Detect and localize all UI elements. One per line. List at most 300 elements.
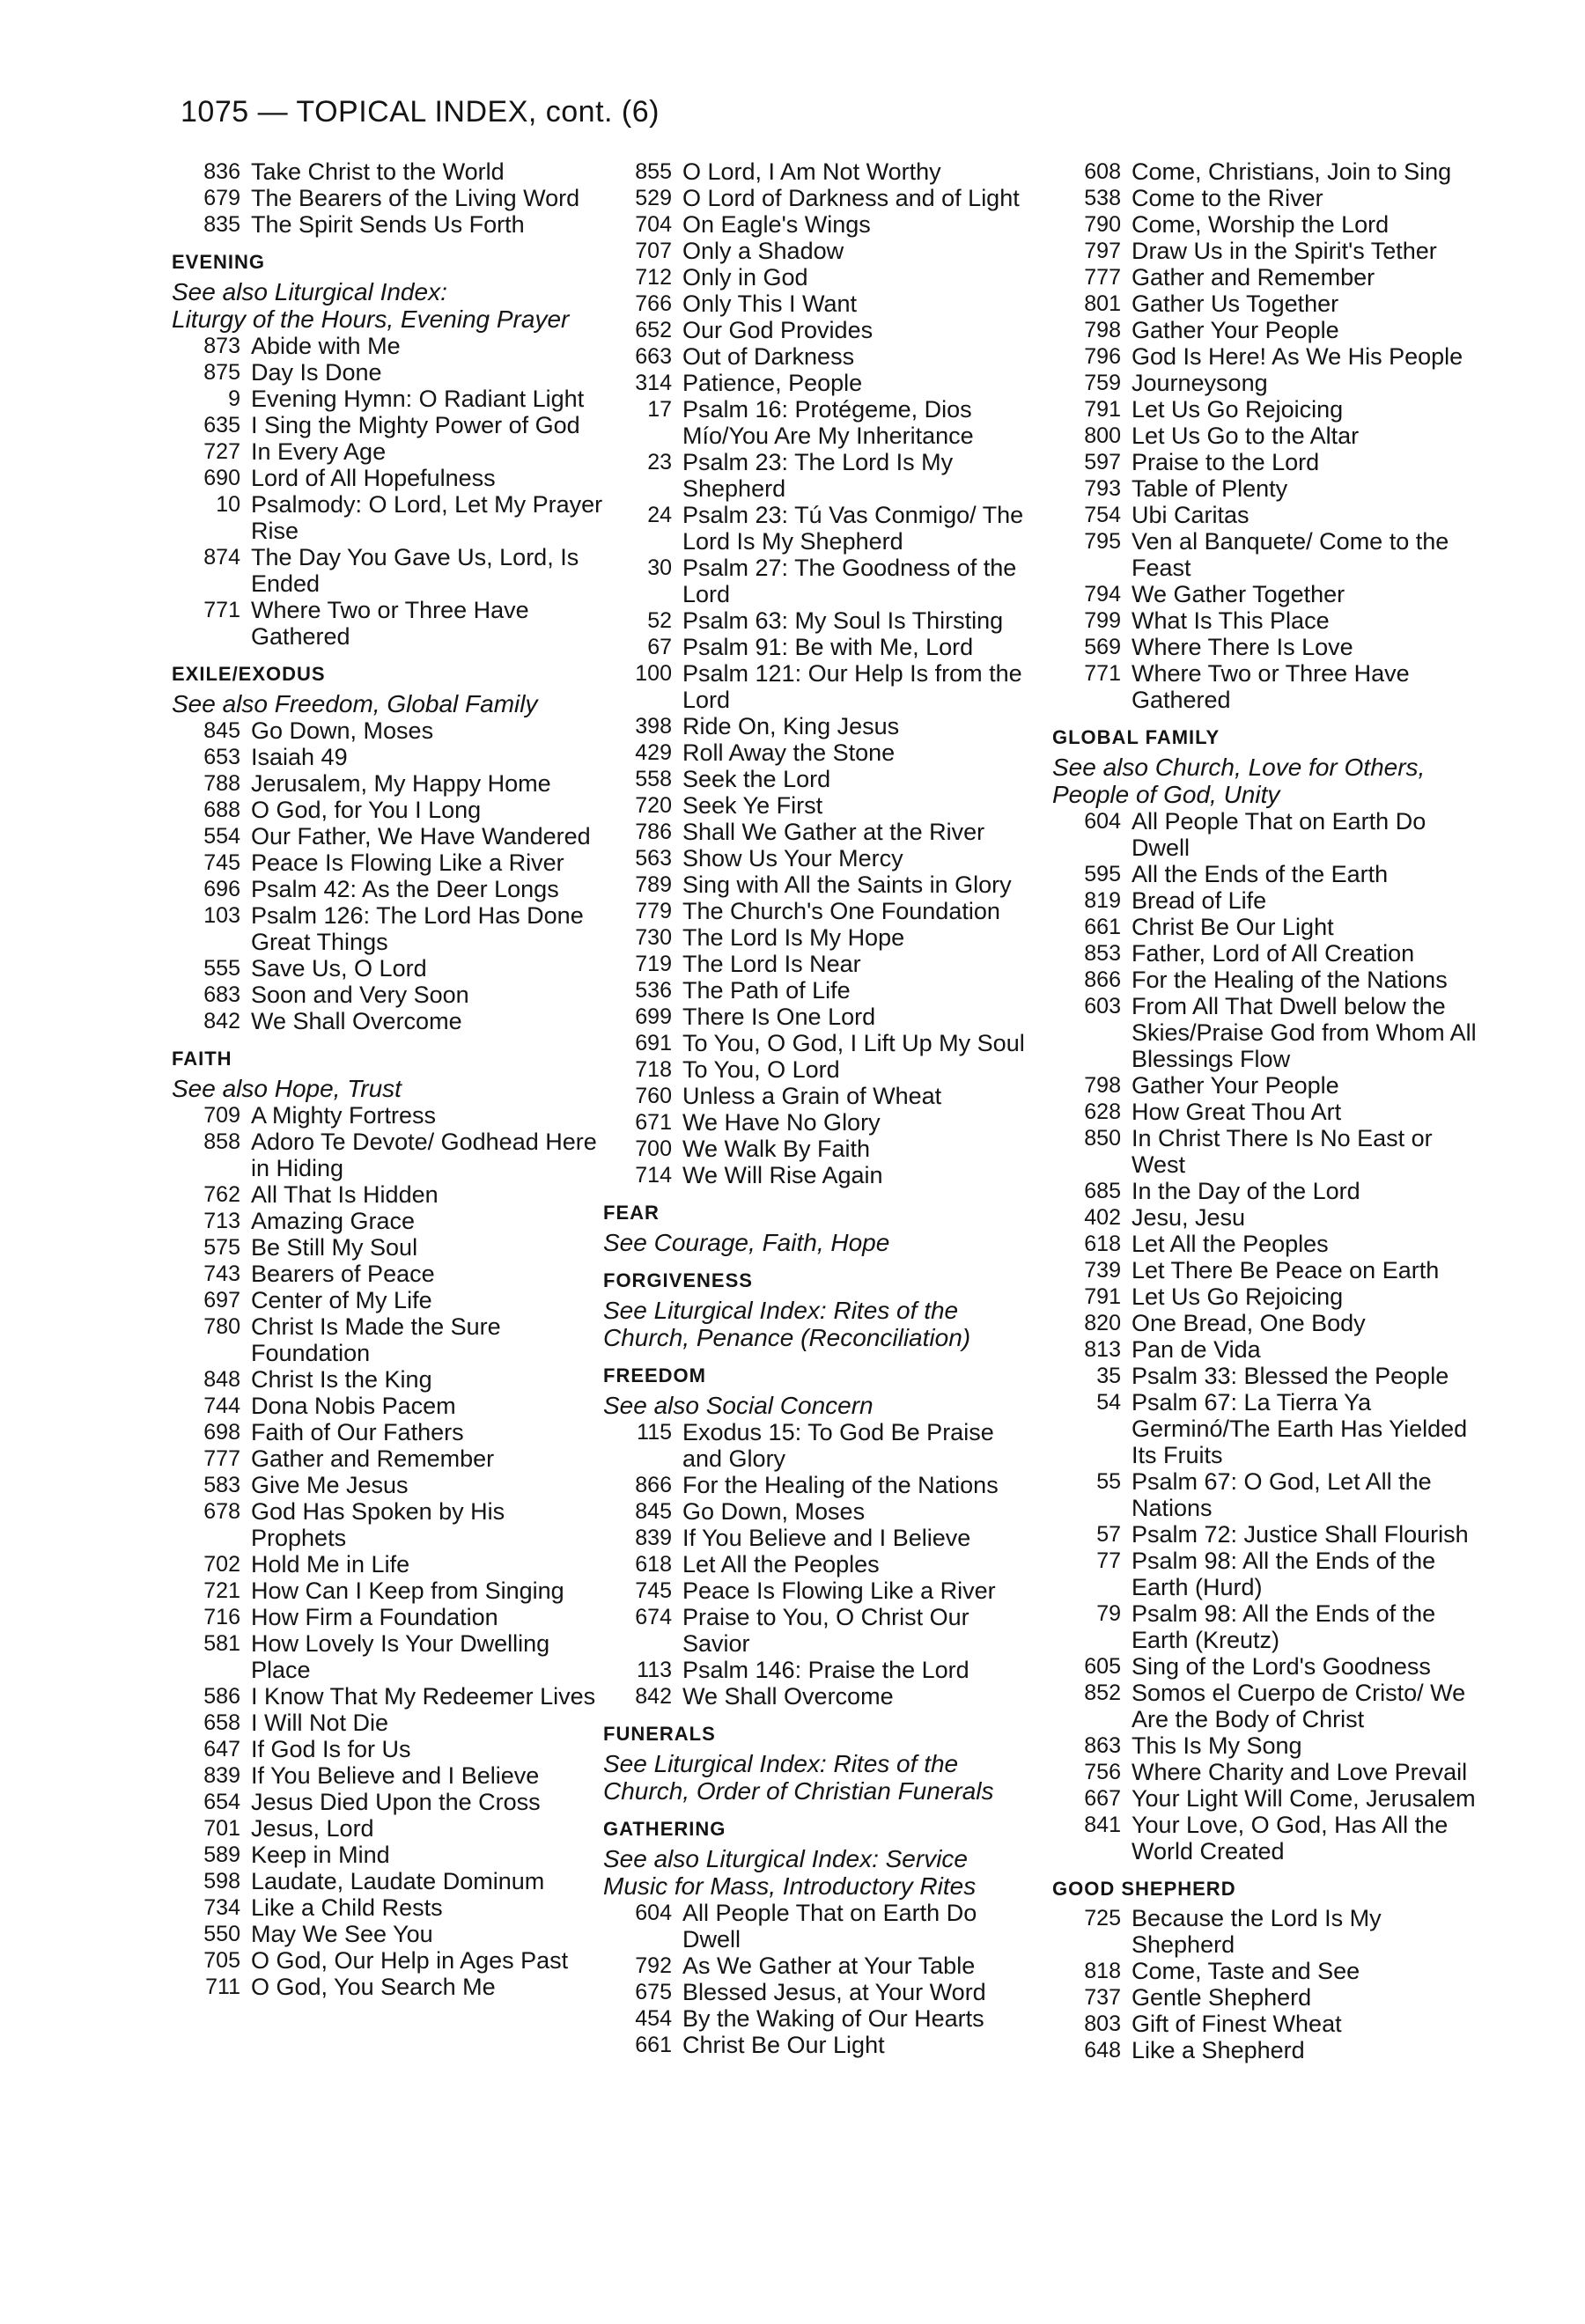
section-heading: GOOD SHEPHERD bbox=[1052, 1878, 1236, 1900]
hymn-title: Christ Is the King bbox=[251, 1366, 432, 1393]
index-entry bbox=[172, 717, 612, 744]
hymn-number: 820 bbox=[1084, 1311, 1121, 1335]
hymn-number: 780 bbox=[203, 1314, 240, 1339]
index-entry bbox=[1052, 967, 1493, 993]
hymn-number: 813 bbox=[1084, 1337, 1121, 1362]
hymn-title: Psalm 42: As the Deer Longs bbox=[251, 876, 559, 902]
hymn-number: 100 bbox=[635, 661, 672, 686]
hymn-number: 863 bbox=[1084, 1733, 1121, 1758]
hymn-number: 698 bbox=[203, 1420, 240, 1445]
index-entry bbox=[172, 1762, 612, 1789]
index-entry bbox=[1052, 914, 1493, 940]
hymn-title: Let All the Peoples bbox=[682, 1551, 880, 1578]
index-entry bbox=[1052, 1468, 1493, 1521]
hymn-title: Out of Darkness bbox=[682, 343, 855, 370]
hymn-number: 759 bbox=[1084, 371, 1121, 395]
hymn-number: 702 bbox=[203, 1552, 240, 1577]
index-entry bbox=[1052, 211, 1493, 238]
hymn-title: Go Down, Moses bbox=[251, 717, 434, 744]
index-entry bbox=[1052, 290, 1493, 317]
index-entry bbox=[172, 1445, 612, 1472]
index-entry bbox=[1052, 502, 1493, 528]
hymn-title: I Know That My Redeemer Lives bbox=[251, 1683, 596, 1710]
index-entry bbox=[172, 1683, 612, 1710]
hymn-title: Faith of Our Fathers bbox=[251, 1419, 464, 1445]
hymn-title: Let All the Peoples bbox=[1132, 1231, 1329, 1257]
index-entry bbox=[1052, 1680, 1493, 1732]
hymn-title: May We See You bbox=[251, 1921, 433, 1947]
hymn-title: How Can I Keep from Singing bbox=[251, 1578, 564, 1604]
hymn-number: 705 bbox=[203, 1948, 240, 1973]
hymn-title: Your Light Will Come, Jerusalem bbox=[1132, 1785, 1476, 1812]
hymn-title: Abide with Me bbox=[251, 333, 401, 359]
index-entry bbox=[172, 1419, 612, 1445]
hymn-number: 9 bbox=[228, 386, 240, 411]
index-entry bbox=[172, 1710, 612, 1736]
index-entry bbox=[1052, 1548, 1493, 1600]
index-entry bbox=[1052, 808, 1493, 861]
hymn-number: 115 bbox=[637, 1420, 672, 1445]
hymn-number: 835 bbox=[203, 212, 240, 237]
hymn-title: Pan de Vida bbox=[1132, 1336, 1261, 1363]
hymn-title: How Firm a Foundation bbox=[251, 1604, 498, 1630]
index-section bbox=[172, 658, 612, 1034]
index-entry bbox=[1052, 1204, 1493, 1231]
hymn-title: God Is Here! As We His People bbox=[1132, 343, 1463, 370]
hymn-title: Psalm 98: All the Ends of the Earth (Kreutz) bbox=[1132, 1600, 1436, 1653]
index-entry bbox=[172, 333, 612, 359]
hymn-title: All People That on Earth Do Dwell bbox=[1132, 808, 1426, 861]
hymn-number: 836 bbox=[203, 159, 240, 184]
index-entry bbox=[1052, 634, 1493, 660]
hymn-title: Come, Worship the Lord bbox=[1132, 211, 1390, 238]
section-heading: GATHERING bbox=[603, 1818, 726, 1840]
hymn-title: Only This I Want bbox=[682, 290, 858, 317]
hymn-number: 589 bbox=[203, 1842, 240, 1867]
hymn-number: 691 bbox=[635, 1031, 672, 1055]
index-entry bbox=[603, 185, 1043, 211]
index-entry bbox=[172, 1287, 612, 1313]
hymn-title: The Path of Life bbox=[682, 977, 851, 1004]
index-entry bbox=[172, 1261, 612, 1287]
hymn-title: Day Is Done bbox=[251, 359, 382, 386]
hymn-title: O Lord of Darkness and of Light bbox=[682, 185, 1020, 211]
index-entry bbox=[603, 924, 1043, 951]
hymn-title: Praise to the Lord bbox=[1132, 449, 1320, 475]
index-entry bbox=[603, 158, 1043, 185]
index-entry bbox=[603, 1056, 1043, 1083]
hymn-title: Your Love, O God, Has All the World Created bbox=[1132, 1812, 1449, 1864]
hymn-number: 762 bbox=[203, 1182, 240, 1207]
hymn-title: Take Christ to the World bbox=[251, 158, 505, 185]
index-entry bbox=[603, 819, 1043, 845]
index-entry bbox=[603, 898, 1043, 924]
hymn-number: 874 bbox=[203, 545, 240, 570]
index-entry bbox=[1052, 607, 1493, 634]
index-entry bbox=[1052, 185, 1493, 211]
hymn-title: This Is My Song bbox=[1132, 1732, 1302, 1759]
hymn-title: Save Us, O Lord bbox=[251, 955, 427, 982]
hymn-number: 744 bbox=[203, 1394, 240, 1418]
hymn-title: Table of Plenty bbox=[1132, 475, 1288, 502]
hymn-number: 766 bbox=[635, 291, 672, 316]
hymn-number: 721 bbox=[203, 1578, 240, 1603]
index-entry bbox=[1052, 2011, 1493, 2037]
hymn-number: 700 bbox=[635, 1136, 672, 1161]
index-entry bbox=[1052, 1759, 1493, 1785]
index-entry bbox=[1052, 1336, 1493, 1363]
index-entry bbox=[172, 1842, 612, 1868]
hymn-number: 818 bbox=[1084, 1959, 1121, 1983]
index-entry bbox=[603, 2005, 1043, 2032]
hymn-number: 796 bbox=[1084, 344, 1121, 369]
index-entry bbox=[1052, 1099, 1493, 1125]
hymn-number: 550 bbox=[203, 1922, 240, 1946]
index-entry bbox=[1052, 993, 1493, 1072]
hymn-title: Where Two or Three Have Gathered bbox=[1132, 660, 1410, 713]
index-entry bbox=[1052, 1785, 1493, 1812]
index-entry bbox=[1052, 1600, 1493, 1653]
hymn-title: Let There Be Peace on Earth bbox=[1132, 1257, 1440, 1283]
index-entry bbox=[172, 386, 612, 412]
hymn-title: Come, Christians, Join to Sing bbox=[1132, 158, 1452, 185]
hymn-number: 777 bbox=[203, 1446, 240, 1471]
section-heading: FREEDOM bbox=[603, 1364, 706, 1386]
hymn-number: 725 bbox=[1084, 1906, 1121, 1931]
hymn-number: 790 bbox=[1084, 212, 1121, 237]
index-entry bbox=[172, 849, 612, 876]
index-entry bbox=[603, 739, 1043, 766]
hymn-title: In the Day of the Lord bbox=[1132, 1178, 1360, 1204]
index-entry bbox=[1052, 370, 1493, 396]
hymn-number: 719 bbox=[635, 952, 672, 976]
index-entry bbox=[172, 1129, 612, 1181]
hymn-number: 685 bbox=[1084, 1179, 1121, 1203]
section-heading: FUNERALS bbox=[603, 1723, 716, 1745]
hymn-title: Soon and Very Soon bbox=[251, 982, 469, 1008]
index-entry bbox=[1052, 317, 1493, 343]
index-entry bbox=[603, 1030, 1043, 1056]
hymn-number: 30 bbox=[647, 555, 672, 580]
index-entry bbox=[603, 660, 1043, 713]
hymn-title: We Walk By Faith bbox=[682, 1136, 871, 1162]
index-entry bbox=[1052, 1125, 1493, 1178]
hymn-number: 663 bbox=[635, 344, 672, 369]
hymn-number: 803 bbox=[1084, 2011, 1121, 2036]
hymn-number: 734 bbox=[203, 1895, 240, 1920]
index-entry bbox=[603, 1578, 1043, 1604]
index-entry bbox=[603, 1083, 1043, 1109]
index-entry bbox=[603, 449, 1043, 502]
hymn-number: 667 bbox=[1084, 1786, 1121, 1811]
hymn-title: We Shall Overcome bbox=[682, 1683, 894, 1710]
hymn-number: 799 bbox=[1084, 608, 1121, 633]
hymn-number: 707 bbox=[635, 239, 672, 263]
index-entry bbox=[1052, 264, 1493, 290]
index-entry bbox=[172, 412, 612, 438]
hymn-number: 718 bbox=[635, 1057, 672, 1082]
hymn-number: 398 bbox=[635, 714, 672, 739]
hymn-title: Exodus 15: To God Be Praise and Glory bbox=[682, 1419, 994, 1472]
hymn-number: 855 bbox=[635, 159, 672, 184]
index-entry bbox=[172, 438, 612, 465]
hymn-number: 800 bbox=[1084, 423, 1121, 448]
hymn-number: 661 bbox=[635, 2033, 672, 2057]
hymn-number: 873 bbox=[203, 334, 240, 358]
section-heading: GLOBAL FAMILY bbox=[1052, 726, 1220, 748]
index-entry bbox=[172, 491, 612, 544]
hymn-title: Psalm 98: All the Ends of the Earth (Hurd) bbox=[1132, 1548, 1436, 1600]
see-also-note: Church, Penance (Reconciliation) bbox=[603, 1324, 971, 1351]
hymn-title: Gather Us Together bbox=[1132, 290, 1339, 317]
hymn-number: 841 bbox=[1084, 1813, 1121, 1837]
hymn-number: 797 bbox=[1084, 239, 1121, 263]
hymn-number: 839 bbox=[203, 1763, 240, 1788]
hymn-title: Hold Me in Life bbox=[251, 1551, 410, 1578]
hymn-title: Psalm 91: Be with Me, Lord bbox=[682, 634, 974, 660]
index-section bbox=[172, 1043, 612, 2000]
index-entry bbox=[172, 158, 612, 185]
hymn-title: Be Still My Soul bbox=[251, 1234, 418, 1261]
index-entry bbox=[172, 1393, 612, 1419]
hymn-number: 727 bbox=[203, 439, 240, 464]
hymn-title: Peace Is Flowing Like a River bbox=[682, 1578, 996, 1604]
hymn-number: 788 bbox=[203, 771, 240, 796]
hymn-title: I Will Not Die bbox=[251, 1710, 389, 1736]
index-entry bbox=[1052, 887, 1493, 914]
hymn-title: Give Me Jesus bbox=[251, 1472, 409, 1498]
hymn-number: 720 bbox=[635, 793, 672, 818]
hymn-title: Christ Be Our Light bbox=[682, 2032, 885, 2058]
hymn-title: Go Down, Moses bbox=[682, 1498, 866, 1525]
index-entry bbox=[1052, 528, 1493, 581]
section-heading: EXILE/EXODUS bbox=[172, 663, 326, 685]
index-entry bbox=[603, 317, 1043, 343]
hymn-title: Only a Shadow bbox=[682, 238, 844, 264]
see-also-note: See also Hope, Trust bbox=[172, 1075, 402, 1102]
hymn-title: The Spirit Sends Us Forth bbox=[251, 211, 525, 238]
index-entry bbox=[1052, 1812, 1493, 1864]
index-entry bbox=[1052, 423, 1493, 449]
index-entry bbox=[1052, 1984, 1493, 2011]
hymn-number: 575 bbox=[203, 1235, 240, 1260]
hymn-title: If You Believe and I Believe bbox=[251, 1762, 540, 1789]
hymn-number: 538 bbox=[1084, 186, 1121, 210]
index-section bbox=[603, 1718, 1043, 1805]
index-entry bbox=[172, 1578, 612, 1604]
index-entry bbox=[603, 396, 1043, 449]
hymn-number: 730 bbox=[635, 925, 672, 950]
hymn-title: Come to the River bbox=[1132, 185, 1323, 211]
hymn-title: Psalm 16: Protégeme, Dios Mío/You Are My Inheritance bbox=[682, 396, 974, 449]
hymn-title: How Lovely Is Your Dwelling Place bbox=[251, 1630, 550, 1683]
index-column-2 bbox=[603, 158, 1043, 2067]
hymn-title: The Lord Is Near bbox=[682, 951, 861, 977]
hymn-title: Peace Is Flowing Like a River bbox=[251, 849, 564, 876]
index-entry bbox=[172, 902, 612, 955]
see-also-note: Music for Mass, Introductory Rites bbox=[603, 1872, 977, 1900]
index-entry bbox=[1052, 861, 1493, 887]
hymn-number: 647 bbox=[203, 1737, 240, 1761]
index-entry bbox=[603, 2032, 1043, 2058]
see-also-note: See Liturgical Index: Rites of the bbox=[603, 1297, 959, 1324]
hymn-title: Our God Provides bbox=[682, 317, 874, 343]
index-entry bbox=[172, 1947, 612, 1974]
index-section bbox=[603, 1813, 1043, 2058]
hymn-number: 777 bbox=[1084, 265, 1121, 290]
hymn-title: O God, You Search Me bbox=[251, 1974, 496, 2000]
hymn-title: Where Charity and Love Prevail bbox=[1132, 1759, 1468, 1785]
hymn-title: Laudate, Laudate Dominum bbox=[251, 1868, 545, 1894]
index-entry bbox=[172, 1815, 612, 1842]
hymn-title: All People That on Earth Do Dwell bbox=[682, 1900, 977, 1953]
index-entry bbox=[1052, 1178, 1493, 1204]
index-entry bbox=[603, 1498, 1043, 1525]
section-heading: EVENING bbox=[172, 251, 266, 273]
hymn-title: Christ Be Our Light bbox=[1132, 914, 1334, 940]
hymn-title: Psalm 27: The Goodness of the Lord bbox=[682, 555, 1017, 607]
hymn-number: 801 bbox=[1084, 291, 1121, 316]
hymn-number: 858 bbox=[203, 1129, 240, 1154]
index-entry bbox=[1052, 581, 1493, 607]
hymn-title: Father, Lord of All Creation bbox=[1132, 940, 1415, 967]
hymn-title: Because the Lord Is My Shepherd bbox=[1132, 1905, 1382, 1958]
hymn-number: 701 bbox=[203, 1816, 240, 1841]
hymn-title: Psalm 33: Blessed the People bbox=[1132, 1363, 1449, 1389]
see-also-note: See also Social Concern bbox=[603, 1392, 874, 1419]
hymn-title: Ubi Caritas bbox=[1132, 502, 1250, 528]
index-entry bbox=[603, 977, 1043, 1004]
section-heading: FORGIVENESS bbox=[603, 1269, 753, 1291]
hymn-title: Like a Child Rests bbox=[251, 1894, 443, 1921]
hymn-title: The Church's One Foundation bbox=[682, 898, 1000, 924]
index-entry bbox=[603, 1109, 1043, 1136]
index-entry bbox=[603, 290, 1043, 317]
index-column-3 bbox=[1052, 158, 1493, 2072]
see-also-note: See Courage, Faith, Hope bbox=[603, 1229, 890, 1256]
index-entry bbox=[172, 1630, 612, 1683]
hymn-title: One Bread, One Body bbox=[1132, 1310, 1366, 1336]
index-entry bbox=[172, 1974, 612, 2000]
index-entry bbox=[172, 1789, 612, 1815]
index-column-1 bbox=[172, 158, 612, 2009]
hymn-number: 771 bbox=[203, 598, 240, 622]
hymn-title: If You Believe and I Believe bbox=[682, 1525, 971, 1551]
hymn-number: 17 bbox=[647, 397, 672, 422]
hymn-number: 679 bbox=[203, 186, 240, 210]
index-entry bbox=[603, 792, 1043, 819]
hymn-number: 529 bbox=[635, 186, 672, 210]
hymn-title: Psalm 146: Praise the Lord bbox=[682, 1657, 969, 1683]
hymn-title: To You, O God, I Lift Up My Soul bbox=[682, 1030, 1025, 1056]
hymn-title: Psalm 23: The Lord Is My Shepherd bbox=[682, 449, 954, 502]
hymn-title: Bearers of Peace bbox=[251, 1261, 435, 1287]
hymn-number: 839 bbox=[635, 1526, 672, 1550]
hymn-number: 55 bbox=[1096, 1469, 1121, 1494]
hymn-title: Gather Your People bbox=[1132, 1072, 1339, 1099]
hymn-number: 792 bbox=[635, 1953, 672, 1978]
hymn-number: 711 bbox=[205, 1975, 240, 1999]
hymn-number: 654 bbox=[203, 1790, 240, 1814]
hymn-number: 583 bbox=[203, 1473, 240, 1497]
index-entry bbox=[603, 1657, 1043, 1683]
hymn-number: 67 bbox=[647, 635, 672, 659]
index-entry bbox=[172, 744, 612, 770]
see-also-note: See also Freedom, Global Family bbox=[172, 690, 538, 717]
hymn-title: Come, Taste and See bbox=[1132, 1958, 1360, 1984]
hymn-title: Ride On, King Jesus bbox=[682, 713, 900, 739]
index-entry bbox=[603, 1551, 1043, 1578]
hymn-number: 618 bbox=[635, 1552, 672, 1577]
index-entry bbox=[172, 1498, 612, 1551]
hymn-number: 57 bbox=[1096, 1522, 1121, 1547]
index-entry bbox=[1052, 449, 1493, 475]
see-also-note: See also Liturgical Index: bbox=[172, 278, 447, 305]
hymn-number: 671 bbox=[635, 1110, 672, 1135]
index-entry bbox=[603, 1900, 1043, 1953]
hymn-number: 779 bbox=[635, 899, 672, 923]
index-entry bbox=[603, 1683, 1043, 1710]
index-section bbox=[603, 1265, 1043, 1351]
hymn-title: Isaiah 49 bbox=[251, 744, 348, 770]
hymn-title: Journeysong bbox=[1132, 370, 1268, 396]
index-entry bbox=[603, 1136, 1043, 1162]
index-entry bbox=[603, 343, 1043, 370]
hymn-title: The Day You Gave Us, Lord, Is Ended bbox=[251, 544, 579, 597]
see-also-note: See Liturgical Index: Rites of the bbox=[603, 1750, 959, 1777]
index-entry bbox=[172, 1551, 612, 1578]
index-entry bbox=[172, 1181, 612, 1208]
index-entry bbox=[603, 634, 1043, 660]
hymn-number: 24 bbox=[647, 503, 672, 527]
hymn-number: 842 bbox=[203, 1009, 240, 1033]
section-heading: FEAR bbox=[603, 1202, 660, 1224]
hymn-title: If God Is for Us bbox=[251, 1736, 411, 1762]
hymn-number: 745 bbox=[203, 850, 240, 875]
index-entry bbox=[603, 1419, 1043, 1472]
index-entry bbox=[1052, 940, 1493, 967]
hymn-title: As We Gather at Your Table bbox=[682, 1953, 976, 1979]
hymn-number: 429 bbox=[635, 740, 672, 765]
index-entry bbox=[1052, 1072, 1493, 1099]
hymn-title: Only in God bbox=[682, 264, 808, 290]
hymn-number: 103 bbox=[203, 903, 240, 928]
hymn-number: 845 bbox=[203, 718, 240, 743]
hymn-title: Patience, People bbox=[682, 370, 863, 396]
see-also-note: Church, Order of Christian Funerals bbox=[603, 1777, 994, 1805]
hymn-number: 716 bbox=[203, 1605, 240, 1629]
index-entry bbox=[172, 544, 612, 597]
hymn-number: 845 bbox=[635, 1499, 672, 1524]
index-entry bbox=[603, 1004, 1043, 1030]
index-section bbox=[1052, 722, 1493, 1864]
hymn-title: Like a Shepherd bbox=[1132, 2037, 1305, 2063]
index-entry bbox=[172, 1921, 612, 1947]
hymn-number: 658 bbox=[203, 1710, 240, 1735]
hymn-number: 688 bbox=[203, 798, 240, 822]
hymn-number: 690 bbox=[203, 466, 240, 490]
index-entry bbox=[603, 872, 1043, 898]
hymn-number: 875 bbox=[203, 360, 240, 385]
hymn-number: 771 bbox=[1084, 661, 1121, 686]
hymn-number: 842 bbox=[635, 1684, 672, 1709]
hymn-title: Sing of the Lord's Goodness bbox=[1132, 1653, 1431, 1680]
index-entry bbox=[1052, 1958, 1493, 1984]
hymn-title: Keep in Mind bbox=[251, 1842, 390, 1868]
hymn-number: 54 bbox=[1096, 1390, 1121, 1415]
hymn-number: 608 bbox=[1084, 159, 1121, 184]
index-entry bbox=[603, 1604, 1043, 1657]
